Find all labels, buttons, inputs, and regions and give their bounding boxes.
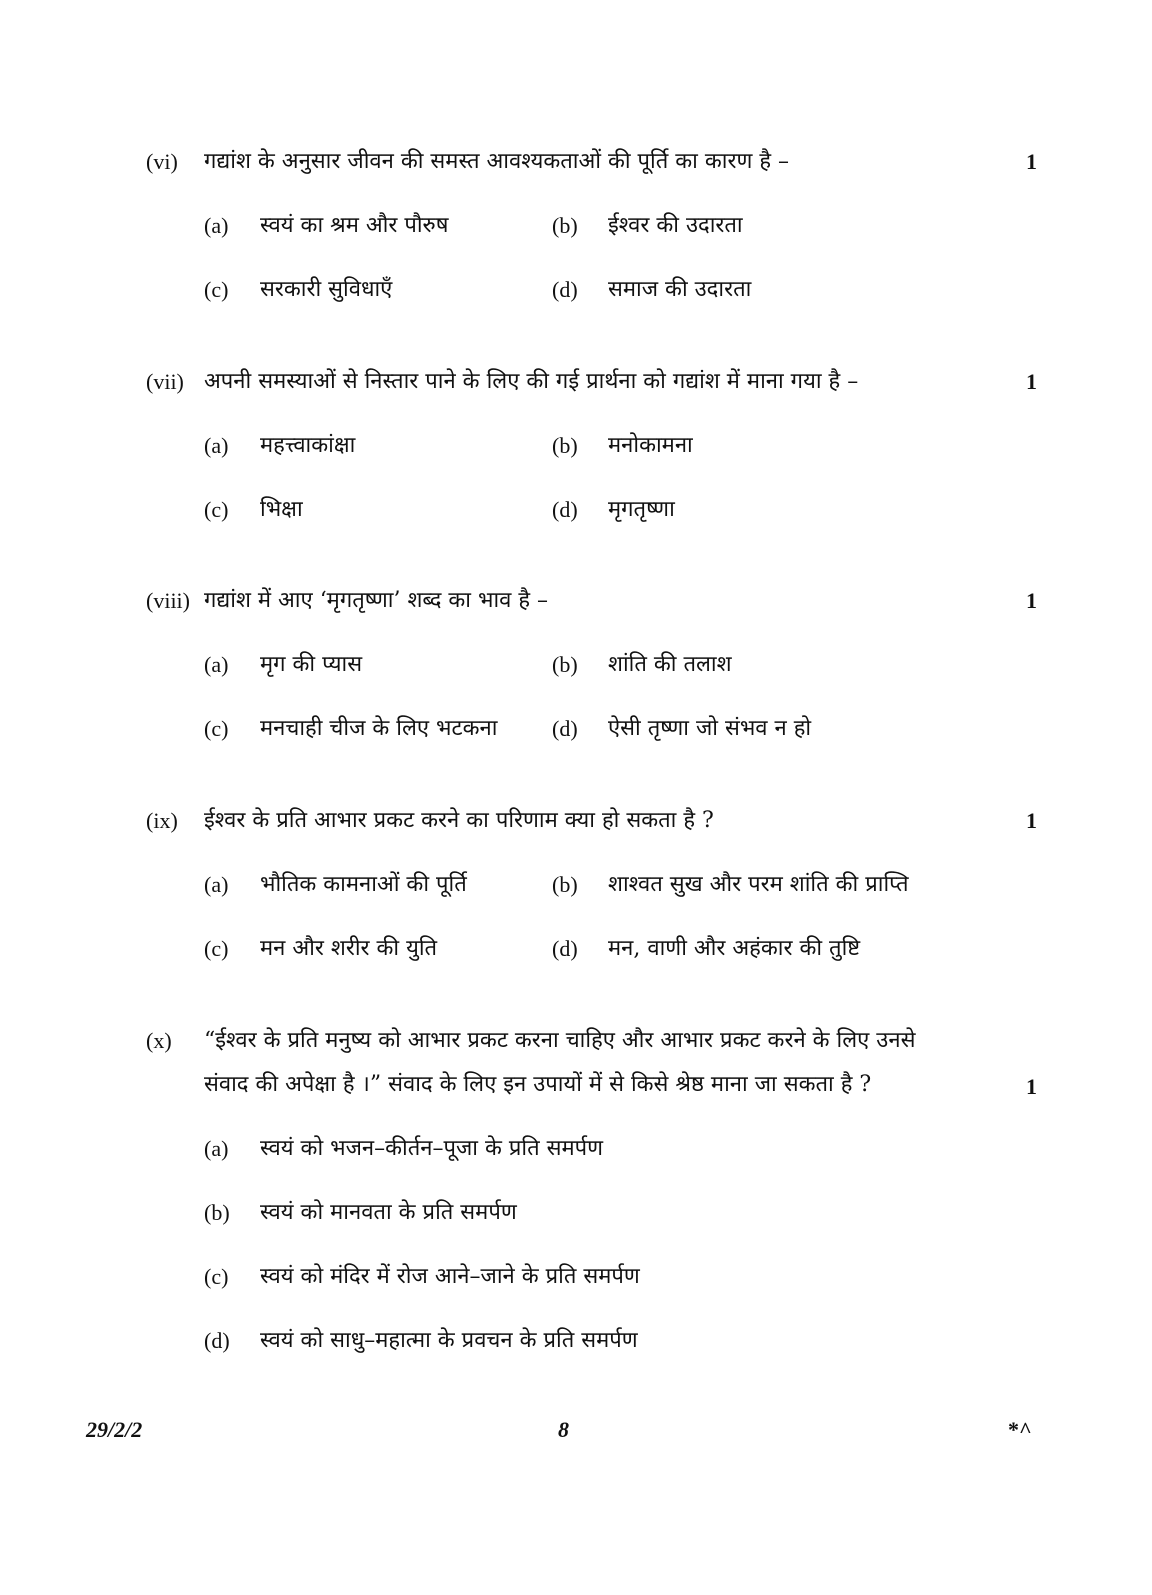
question-x	[146, 1021, 1046, 1353]
question-vii	[146, 362, 1046, 522]
question-text: गद्यांश में आए ‘मृगतृष्णा’ शब्द का भाव है –	[204, 588, 549, 613]
paper-code: 29/2/2	[86, 1417, 143, 1442]
option-label: (a)	[204, 1136, 229, 1161]
question-number: (vi)	[146, 149, 178, 174]
option-text: भिक्षा	[260, 497, 303, 522]
question-marks: 1	[1026, 369, 1037, 394]
option-text: मन और शरीर की युति	[260, 936, 438, 961]
option-text: महत्त्वाकांक्षा	[260, 433, 356, 458]
option-text: मनचाही चीज के लिए भटकना	[260, 716, 498, 741]
option-label: (a)	[204, 872, 229, 897]
option-label: (d)	[552, 277, 578, 302]
option-text: मृग की प्यास	[260, 652, 363, 677]
option-label: (d)	[204, 1328, 230, 1353]
option-label: (d)	[552, 497, 578, 522]
question-text-line-1: “ईश्वर के प्रति मनुष्य को आभार प्रकट करना चाहिए और आभार प्रकट करने के लिए उनसे	[204, 1028, 916, 1053]
option-label: (a)	[204, 213, 229, 238]
option-label: (d)	[552, 936, 578, 961]
option-label: (c)	[204, 1264, 229, 1289]
question-marks: 1	[1026, 588, 1037, 613]
question-marks: 1	[1026, 808, 1037, 833]
question-text: ईश्वर के प्रति आभार प्रकट करने का परिणाम क्या हो सकता है ?	[204, 808, 714, 833]
option-text: सरकारी सुविधाएँ	[260, 277, 393, 302]
question-number: (x)	[146, 1028, 172, 1053]
question-number: (viii)	[146, 588, 190, 613]
question-number: (vii)	[146, 369, 184, 394]
option-text: शांति की तलाश	[608, 652, 732, 677]
question-number: (ix)	[146, 808, 178, 833]
question-marks: 1	[1026, 1074, 1037, 1099]
question-text: गद्यांश के अनुसार जीवन की समस्त आवश्यकताओं की पूर्ति का कारण है –	[204, 149, 790, 174]
option-text: स्वयं को मानवता के प्रति समर्पण	[260, 1200, 517, 1225]
page-number: 8	[558, 1417, 569, 1442]
series-mark: *^	[1008, 1417, 1032, 1442]
option-text: ऐसी तृष्णा जो संभव न हो	[608, 716, 812, 741]
question-text-line-2: संवाद की अपेक्षा है ।” संवाद के लिए इन उपायों में से किसे श्रेष्ठ माना जा सकता है ?	[204, 1072, 872, 1097]
question-marks: 1	[1026, 149, 1037, 174]
option-text: मनोकामना	[608, 433, 693, 458]
question-ix	[146, 801, 1046, 961]
question-text: अपनी समस्याओं से निस्तार पाने के लिए की गई प्रार्थना को गद्यांश में माना गया है –	[204, 369, 859, 394]
option-label: (b)	[552, 872, 578, 897]
option-label: (d)	[552, 716, 578, 741]
option-label: (a)	[204, 433, 229, 458]
option-text: स्वयं का श्रम और पौरुष	[260, 213, 449, 238]
option-text: मन, वाणी और अहंकार की तुष्टि	[608, 936, 861, 961]
option-text: स्वयं को मंदिर में रोज आने–जाने के प्रति समर्पण	[260, 1264, 640, 1289]
option-text: भौतिक कामनाओं की पूर्ति	[260, 872, 467, 897]
option-label: (c)	[204, 497, 229, 522]
option-label: (c)	[204, 277, 229, 302]
option-text: मृगतृष्णा	[608, 497, 675, 522]
option-text: स्वयं को भजन–कीर्तन–पूजा के प्रति समर्पण	[260, 1136, 604, 1161]
option-label: (b)	[204, 1200, 230, 1225]
question-viii	[146, 581, 1046, 741]
option-text: शाश्वत सुख और परम शांति की प्राप्ति	[608, 872, 909, 897]
question-vi	[146, 142, 1046, 302]
option-label: (b)	[552, 213, 578, 238]
option-label: (c)	[204, 936, 229, 961]
option-label: (c)	[204, 716, 229, 741]
option-text: स्वयं को साधु–महात्मा के प्रवचन के प्रति समर्पण	[260, 1328, 638, 1353]
option-label: (a)	[204, 652, 229, 677]
option-text: ईश्वर की उदारता	[608, 213, 743, 238]
option-text: समाज की उदारता	[608, 277, 752, 302]
option-label: (b)	[552, 652, 578, 677]
option-label: (b)	[552, 433, 578, 458]
